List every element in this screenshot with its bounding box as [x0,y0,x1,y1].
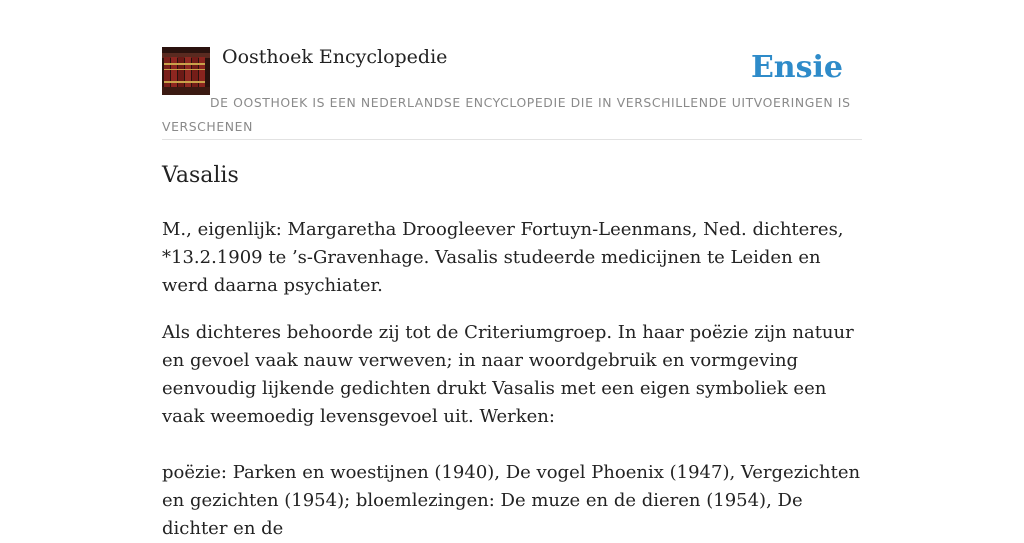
header-divider [162,139,862,140]
article-paragraph: Als dichteres behoorde zij tot de Criteriumgroep. In haar poëzie zijn natuur en gevoel vaak nauw verweven; in naar woordgebruik en vormgeving eenvoudig lijkende gedichten drukt Vasalis met een eigen symboliek een vaak weemoedig levensgevoel uit. Werken: [162,322,854,427]
article-body [162,216,862,543]
site-avatar[interactable] [162,47,210,95]
article-title: Vasalis [162,163,239,188]
article-paragraph: poëzie: Parken en woestijnen (1940), De vogel Phoenix (1947), Vergezichten en gezichten (1954); bloemlezingen: De muze en de dieren (1954), De dichter en de [162,462,861,539]
encyclopedia-books-icon [162,47,210,95]
site-title-link[interactable]: Oosthoek Encyclopedie [222,46,448,68]
site-tagline: DE OOSTHOEK IS EEN NEDERLANDSE ENCYCLOPEDIE DIE IN VERSCHILLENDE UITVOERINGEN IS VERSCHENEN [162,95,851,134]
article-paragraph: M., eigenlijk: Margaretha Droogleever Fortuyn-Leenmans, Ned. dichteres, *13.2.1909 te ’s-Gravenhage. Vasalis studeerde medicijnen te Leiden en werd daarna psychiater. [162,219,844,296]
ensie-logo-link[interactable]: Ensie [750,50,843,85]
